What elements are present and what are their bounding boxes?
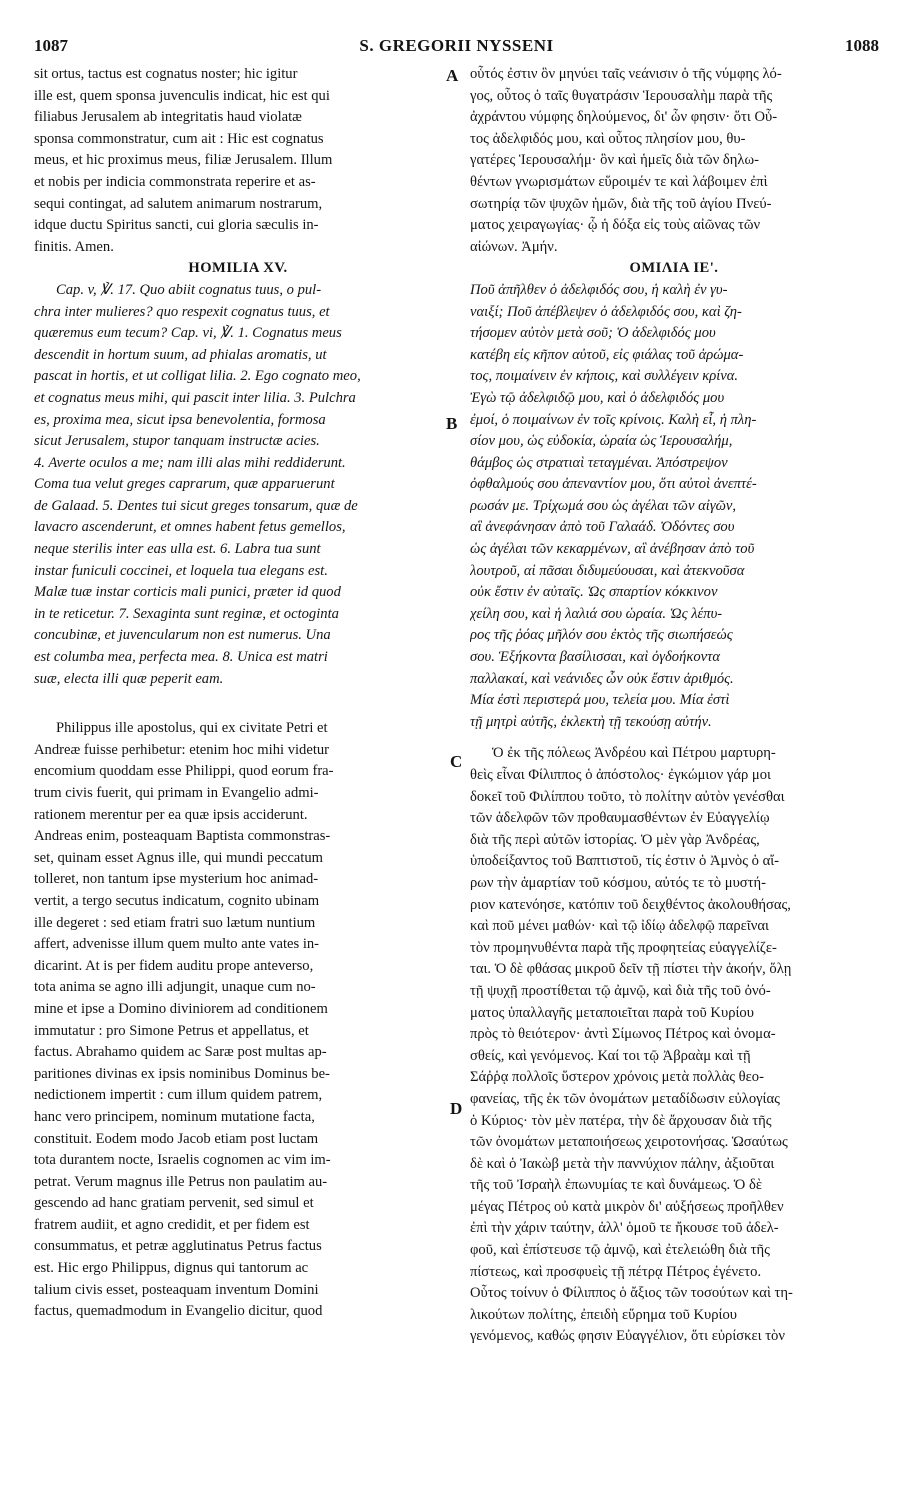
latin-line: sponsa commonstratur, cum ait : Hic est cognatus [34, 130, 324, 147]
greek-body-line: Σάῤῥᾳ πολλοῖς ὕστερον χρόνοις μετὰ πολλὰς θεο- [470, 1069, 764, 1086]
latin-scripture-line: sicut Jerusalem, stupor tanquam instructæ acies. [34, 433, 320, 450]
greek-body-line: δοκεῖ τοῦ Φιλίππου τοῦτο, τὸ πολίτην αὐτὸν γενέσθαι [470, 788, 785, 805]
greek-body-line: Ὁ ἐκ τῆς πόλεως Ἀνδρέου καὶ Πέτρου μαρτυρη- [492, 745, 776, 762]
greek-scripture-line: παλλακαί, καὶ νεάνιδες ὧν οὐκ ἔστιν ἀριθμός. [470, 670, 734, 687]
greek-body-line: τὸν προμηνυθέντα παρὰ τῆς προφητείας εὐαγγελίζε- [470, 939, 777, 956]
margin-marker-d: D [450, 1099, 463, 1118]
greek-scripture-line: λουτροῦ, αἱ πᾶσαι διδυμεύουσαι, καὶ ἀτεκνοῦσα [470, 562, 745, 579]
greek-body-line: ριον κατενόησε, κατόπιν τοῦ δειχθέντος ἀκολουθήσας, [470, 896, 791, 913]
latin-body-line: rationem merentur per ea quæ ipsis acciderunt. [34, 806, 308, 823]
latin-body-line: constituit. Eodem modo Jacob etiam post luctam [34, 1130, 319, 1147]
latin-scripture [34, 280, 442, 690]
greek-intro [470, 64, 878, 258]
greek-scripture-line: αἳ ἀνεφάνησαν ἀπὸ τοῦ Γαλαάδ. Ὀδόντες σου [470, 519, 735, 536]
latin-body-line: hanc vero principem, nominum mutatione facta, [34, 1108, 315, 1125]
latin-scripture-line: concubinæ, et juvencularum non est numerus. Una [34, 627, 331, 644]
greek-scripture-line: τήσομεν αὐτὸν μετὰ σοῦ; Ὁ ἀδελφιδός μου [470, 325, 716, 342]
latin-scripture-line: neque sterilis inter eas ulla est. 6. Labra tua sunt [34, 541, 321, 558]
greek-line: γατέρες Ἱερουσαλήμ· ὃν καὶ ἡμεῖς διὰ τῶν δηλω- [470, 152, 759, 169]
latin-scripture-line: et cognatus meus mihi, qui pascit inter lilia. 3. Pulchra [34, 389, 356, 406]
greek-body-line: ἐπὶ τὴν χάριν ταύτην, ἀλλ' ὁμοῦ τε ἤκουσε τοῦ ἀδελ- [470, 1220, 779, 1237]
latin-scripture-line: Cap. v, ℣. 17. Quo abiit cognatus tuus, o pul- [56, 281, 322, 298]
latin-body-line: factus. Abrahamo quidem ac Saræ post multas ap- [34, 1044, 327, 1061]
greek-body-line: ται. Ὁ δὲ φθάσας μικροῦ δεῖν τῇ πίστει τὴν ἀκοήν, ὅλῃ [470, 961, 792, 978]
greek-body-line: λικούτων πολίτης, ἐπειδὴ εὕρημα τοῦ Κυρίου [470, 1306, 737, 1323]
section-gap [34, 690, 442, 718]
greek-body-line: ὑποδείξαντος τοῦ Βαπτιστοῦ, τίς ἐστιν ὁ Ἀμνὸς ὁ αἴ- [470, 853, 780, 870]
greek-column [470, 64, 878, 1348]
greek-body-line: ματος ὑπαλλαγῆς μεταποιεῖται παρὰ τοῦ Κυρίου [470, 1004, 754, 1021]
page-number-right: 1088 [845, 36, 879, 55]
greek-line: ματος χειραγωγίας· ᾧ ἡ δόξα εἰς τοὺς αἰῶνας τῶν [470, 217, 761, 234]
greek-body-line: τῶν ὀνομάτων μεταποιήσεως χειροτονήσας. Ὡσαύτως [470, 1134, 788, 1151]
greek-line: θέντων γνωρισμάτων εὕροιμέν τε καὶ λάβοιμεν ἐπὶ [470, 173, 768, 190]
greek-body-line: Οὗτος τοίνυν ὁ Φίλιππος ὁ ἄξιος τῶν τοσούτων καὶ τη- [470, 1285, 793, 1302]
greek-line: γος, οὗτος ὁ ταῖς θυγατράσιν Ἱερουσαλὴμ παρὰ τῆς [470, 87, 773, 104]
greek-scripture-line: τος, ποιμαίνειν ἐν κήποις, καὶ συλλέγειν κρίνα. [470, 368, 739, 385]
greek-body [470, 743, 878, 1348]
greek-scripture-line: ἐμοί, ὁ ποιμαίνων ἐν τοῖς κρίνοις. Καλὴ εἶ, ἡ πλη- [470, 411, 757, 428]
greek-body-line: γενόμενος, καθώς φησιν Εὐαγγέλιον, ὅτι εὑρίσκει τὸν [470, 1328, 785, 1345]
latin-body-line: petrat. Verum magnus ille Petrus non paulatim au- [34, 1173, 328, 1190]
greek-body-line: δὲ καὶ ὁ Ἰακὼβ μετὰ τὴν παννύχιον πάλην, ἀξιοῦται [470, 1155, 775, 1172]
latin-line: finitis. Amen. [34, 238, 114, 255]
latin-column [34, 64, 442, 1323]
latin-body-line: talium civis esset, posteaquam inventum Domini [34, 1281, 319, 1298]
latin-scripture-line: de Galaad. 5. Dentes tui sicut greges tonsarum, quæ de [34, 497, 358, 514]
latin-line: idque ductu Spiritus sancti, cui gloria sæculis in- [34, 217, 319, 234]
greek-scripture-line: κατέβη εἰς κῆπον αὐτοῦ, εἰς φιάλας τοῦ ἀρώμα- [470, 346, 744, 363]
page-number-left: 1087 [34, 36, 68, 55]
running-header [34, 36, 879, 60]
latin-intro [34, 64, 442, 258]
greek-body-line: μέγας Πέτρος οὐ κατὰ μικρὸν δι' αὐξήσεως προῆλθεν [470, 1198, 784, 1215]
latin-line: filiabus Jerusalem ab integritatis haud violatæ [34, 109, 302, 126]
running-title: S. GREGORII NYSSENI [359, 36, 554, 55]
latin-body-line: Andreas enim, posteaquam Baptista commonstras- [34, 828, 331, 845]
greek-scripture-line: ρωσάν με. Τρίχωμά σου ὡς ἀγέλαι τῶν αἰγῶν, [470, 497, 737, 514]
latin-body-line: tolleret, non tantum ipse mysterium hoc animad- [34, 871, 319, 888]
latin-scripture-line: instar funiculi coccinei, et loquela tua elegans est. [34, 562, 328, 579]
latin-scripture-line: chra inter mulieres? quo respexit cognatus tuus, et [34, 303, 330, 320]
margin-marker-c: C [450, 752, 463, 771]
greek-body-line: ὁ Κύριος· τὸν μὲν πατέρα, τὴν δὲ ἄρχουσαν διὰ τῆς [470, 1112, 772, 1129]
latin-scripture-line: est columba mea, perfecta mea. 8. Unica est matri [34, 649, 328, 666]
latin-body-line: factus, quemadmodum in Evangelio dicitur, quod [34, 1303, 323, 1320]
latin-body-line: paritiones divinas ex ipsis nominibus Dominus be- [34, 1065, 330, 1082]
latin-scripture-line: pascat in hortis, et ut colligat lilia. 2. Ego cognato meo, [34, 368, 361, 385]
greek-scripture [470, 280, 878, 733]
latin-scripture-line: Malæ tuæ instar corticis mali punici, præter id quod [34, 584, 341, 601]
latin-body-line: set, quinam esset Agnus ille, qui mundi peccatum [34, 849, 323, 866]
greek-body-line: πρὸς τὸ θειότερον· ἀντὶ Σίμωνος Πέτρος καὶ ὀνομα- [470, 1026, 776, 1043]
greek-body-line: τῶν ἀδελφῶν τῶν προθαυμασθέντων ἐν Εὐαγγελίῳ [470, 810, 770, 827]
greek-scripture-line: σίον μου, ὡς εὐδοκία, ὡραία ὡς Ἱερουσαλήμ, [470, 433, 733, 450]
greek-scripture-line: ὡς ἀγέλαι τῶν κεκαρμένων, αἳ ἀνέβησαν ἀπὸ τοῦ [470, 541, 755, 558]
latin-body-line: encomium quoddam esse Philippi, quod eorum fra- [34, 763, 334, 780]
latin-body-line: ille degeret : sed etiam fratri suo lætum nuntium [34, 914, 316, 931]
greek-scripture-line: ναιξί; Ποῦ ἀπέβλεψεν ὁ ἀδελφιδός σου, καὶ ζη- [470, 303, 742, 320]
greek-body-line: διὰ τῆς περὶ αὐτῶν ἱστορίας. Ὁ μὲν γὰρ Ἀνδρέας, [470, 831, 760, 848]
latin-body-line: fratrem audiit, et agno credidit, et per fidem est [34, 1216, 310, 1233]
greek-scripture-line: ὀφθαλμούς σου ἀπεναντίον μου, ὅτι αὐτοὶ ἀνεπτέ- [470, 476, 757, 493]
margin-marker-b: B [446, 414, 458, 433]
latin-body-line: Philippus ille apostolus, qui ex civitate Petri et [56, 720, 328, 737]
latin-line: ille est, quem sponsa juvenculis indicat, hic est qui [34, 87, 330, 104]
latin-line: sit ortus, tactus est cognatus noster; hic igitur [34, 66, 298, 82]
section-gap [470, 733, 878, 743]
latin-body-line: vertit, a tergo secutus indicatum, cognito ubinam [34, 892, 320, 909]
latin-scripture-line: Coma tua velut greges caprarum, quæ apparuerunt [34, 476, 335, 493]
latin-body-line: nedictionem impertit : cum illum quidem patrem, [34, 1087, 323, 1104]
greek-scripture-line: ρος τῆς ῥόας μῆλόν σου ἐκτὸς τῆς σιωπήσεώς [470, 627, 733, 644]
latin-scripture-line: es, proxima mea, sicut ipsa benevolentia, formosa [34, 411, 326, 428]
greek-scripture-line: τῇ μητρὶ αὐτῆς, ἐκλεκτὴ τῇ τεκούσῃ αὐτήν. [470, 713, 712, 730]
latin-body-line: immutatur : pro Simone Petrus et appellatus, et [34, 1022, 309, 1039]
latin-body [34, 718, 442, 1323]
latin-body-line: dicarint. At is per fidem auditu prope anteverso, [34, 957, 314, 974]
latin-homily-heading: HOMILIA XV. [188, 260, 288, 277]
greek-body-line: ρων τὴν ἁμαρτίαν τοῦ κόσμου, αὐτός τε τὸ μυστή- [470, 874, 767, 891]
latin-line: sequi contingat, ad salutem animarum nostrarum, [34, 195, 323, 212]
latin-scripture-line: quæremus eum tecum? Cap. vi, ℣. 1. Cognatus meus [34, 325, 342, 342]
greek-body-line: πίστεως, καὶ προσφυεὶς τῇ πέτρᾳ Πέτρος ἐγένετο. [470, 1263, 762, 1280]
latin-body-line: est. Hic ergo Philippus, dignus qui tantorum ac [34, 1260, 309, 1277]
latin-body-line: mine et ipse a Domino diviniorem ad conditionem [34, 1000, 328, 1017]
greek-scripture-line: Ποῦ ἀπῆλθεν ὁ ἀδελφιδός σου, ἡ καλὴ ἐν γυ- [470, 281, 728, 298]
greek-scripture-line: θάμβος ὡς στρατιαὶ τεταγμέναι. Ἀπόστρεψον [470, 454, 728, 471]
greek-body-line: θεὶς εἶναι Φίλιππος ὁ ἀπόστολος· ἐγκώμιον γάρ μοι [470, 767, 771, 783]
greek-line: αἰώνων. Ἀμήν. [470, 238, 558, 255]
greek-body-line: τῆς τοῦ Ἰσραὴλ ἐπωνυμίας τε καὶ δυνάμεως. Ὁ δὲ [470, 1177, 762, 1194]
greek-body-line: φοῦ, καὶ ἐπίστευσε τῷ ἀμνῷ, καὶ ἐτελειώθη διὰ τῆς [470, 1242, 770, 1259]
latin-body-line: Andreæ fuisse perhibetur: etenim hoc mihi videtur [34, 741, 330, 758]
greek-scripture-line: χείλη σου, καὶ ἡ λαλιά σου ὡραία. Ὡς λέπυ- [470, 605, 723, 622]
greek-line: σωτηρίᾳ τῶν ψυχῶν ἡμῶν, διὰ τῆς τοῦ ἁγίου Πνεύ- [470, 195, 772, 212]
greek-body-line: φανείας, τῆς ἐκ τῶν ὀνομάτων μεταδίδωσιν εὐλογίας [470, 1090, 780, 1107]
latin-body-line: gescendo ad hanc gratiam pervenit, sed simul et [34, 1195, 314, 1212]
greek-body-line: σθείς, καὶ γενόμενος. Καί τοι τῷ Ἀβραὰμ καὶ τῇ [470, 1047, 751, 1064]
latin-body-line: trum civis fuerit, qui primam in Evangelio admi- [34, 785, 319, 801]
greek-scripture-line: Ἐγὼ τῷ ἀδελφιδῷ μου, καὶ ὁ ἀδελφιδός μου [470, 389, 725, 406]
greek-body-line: τῇ ψυχῇ προστίθεται τῷ ἀμνῷ, καὶ διὰ τῆς τοῦ ὀνό- [470, 982, 771, 999]
greek-body-line: καὶ ποῦ μένει μαθών· καὶ τῷ ἰδίῳ ἀδελφῷ παρεῖναι [470, 918, 769, 935]
latin-body-line: tota durantem nocte, Israelis cognomen ac vim im- [34, 1152, 331, 1169]
latin-body-line: affert, advenisse illum quem multo ante vates in- [34, 936, 320, 953]
latin-scripture-line: descendit in hortum suum, ad phialas aromatis, ut [34, 346, 327, 363]
greek-line: ἀχράντου νύμφης δηλούμενος, δι' ὧν φησιν· ὅτι Οὗ- [470, 109, 778, 126]
greek-line: τος ἀδελφιδός μου, καὶ οὗτος πλησίον μου, θυ- [470, 130, 746, 147]
latin-line: meus, et hic proximus meus, filiæ Jerusalem. Illum [34, 152, 333, 169]
greek-scripture-line: σου. Ἑξήκοντα βασίλισσαι, καὶ ὀγδοήκοντα [470, 649, 720, 666]
latin-body-line: consummatus, et petræ agglutinatus Petrus factus [34, 1238, 322, 1255]
latin-line: et nobis per indicia commonstrata reperire et as- [34, 173, 316, 190]
latin-scripture-line: 4. Averte oculos a me; nam illi alas mihi reddiderunt. [34, 454, 346, 471]
greek-scripture-line: οὐκ ἔστιν ἐν αὐταῖς. Ὡς σπαρτίον κόκκινον [470, 584, 718, 601]
greek-homily-heading: ΟΜΙΛΙΑ ΙΕ'. [629, 260, 719, 277]
latin-body-line: tota anima se agno illi adjungit, unaque cum no- [34, 979, 316, 996]
latin-scripture-line: suæ, electa illi quæ peperit eam. [34, 670, 224, 687]
greek-scripture-line: Μία ἐστὶ περιστερά μου, τελεία μου. Μία ἐστὶ [470, 692, 730, 709]
latin-scripture-line: lavacro ascenderunt, et omnes habent fetus gemellos, [34, 519, 346, 536]
latin-scripture-line: in te reticetur. 7. Sexaginta sunt reginæ, et octoginta [34, 605, 339, 622]
margin-marker-a: A [446, 66, 459, 85]
greek-line: οὗτός ἐστιν ὃν μηνύει ταῖς νεάνισιν ὁ τῆς νύμφης λό- [470, 66, 782, 82]
